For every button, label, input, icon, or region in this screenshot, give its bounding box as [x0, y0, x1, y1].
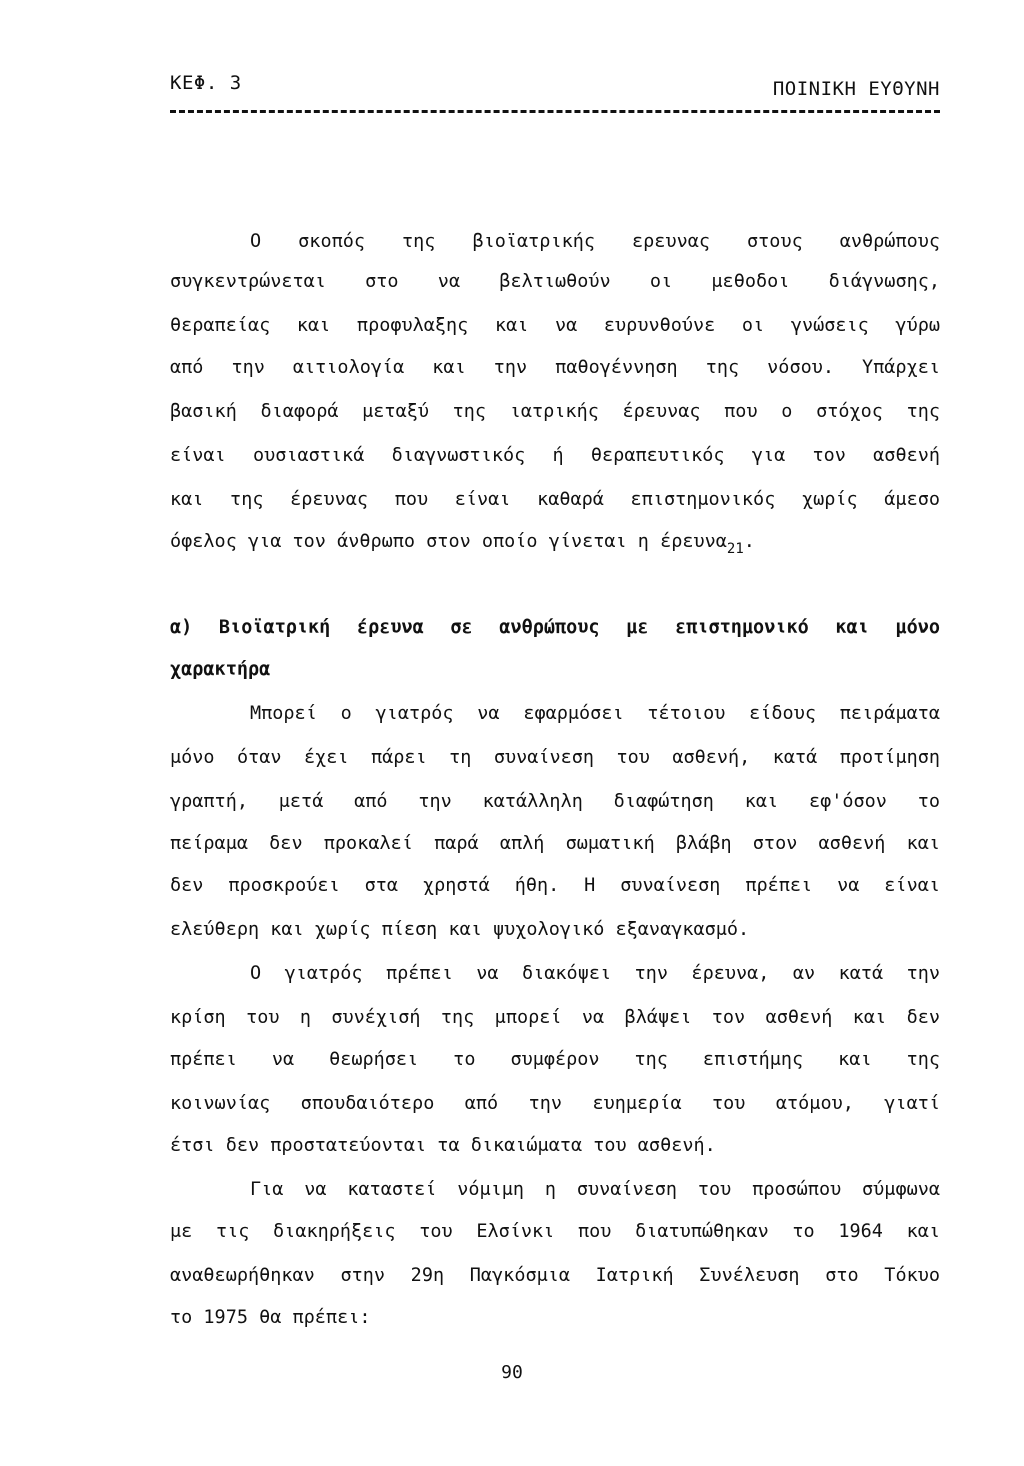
paragraph-2-line-1: Μπορεί ο γιατρός να εφαρμόσει τέτοιου είδους πειράματα — [250, 703, 940, 724]
paragraph-4-line-1: Για να καταστεί νόμιμη η συναίνεση του προσώπου σύμφωνα — [250, 1179, 940, 1200]
section-a-heading-line-2: χαρακτήρα — [170, 659, 271, 680]
page-number: 90 — [501, 1362, 523, 1383]
paragraph-1-line-1: Ο σκοπός της βιοϊατρικής ερευνας στους ανθρώπους — [250, 231, 940, 252]
page-header — [170, 72, 940, 102]
footnote-reference: 21 — [726, 541, 744, 555]
paragraph-2-line-2: μόνο όταν έχει πάρει τη συναίνεση του ασθενή, κατά προτίμηση — [170, 747, 940, 768]
chapter-label: ΚΕΦ. 3 — [170, 72, 242, 94]
paragraph-1-line-6: είναι ουσιαστικά διαγνωστικός ή θεραπευτικός για τον ασθενή — [170, 445, 940, 466]
paragraph-3-line-1: Ο γιατρός πρέπει να διακόψει την έρευνα, αν κατά την — [250, 963, 940, 984]
paragraph-1-line-7: και της έρευνας που είναι καθαρά επιστημονικός χωρίς άμεσο — [170, 489, 940, 510]
paragraph-1-line-8 — [170, 530, 940, 555]
paragraph-4-line-3: αναθεωρήθηκαν στην 29η Παγκόσμια Ιατρική Συνέλευση στο Τόκυο — [170, 1265, 940, 1286]
paragraph-3-line-2: κρίση του η συνέχισή της μπορεί να βλάψει τον ασθενή και δεν — [170, 1007, 940, 1028]
paragraph-1-end-punct: . — [743, 531, 755, 552]
paragraph-1-line-4: από την αιτιολογία και την παθογέννηση της νόσου. Υπάρχει — [170, 357, 940, 378]
paragraph-1-line-2: συγκεντρώνεται στο να βελτιωθούν οι μεθοδοι διάγνωσης, — [170, 271, 940, 292]
paragraph-2-line-6: ελεύθερη και χωρίς πίεση και ψυχολογικό εξαναγκασμό. — [170, 919, 750, 940]
paragraph-2-line-3: γραπτή, μετά από την κατάλληλη διαφώτηση και εφ'όσον το — [170, 791, 940, 812]
paragraph-2-line-4: πείραμα δεν προκαλεί παρά απλή σωματική βλάβη στον ασθενή και — [170, 833, 940, 854]
paragraph-1-line-3: θεραπείας και προφυλαξης και να ευρυνθούνε οι γνώσεις γύρω — [170, 315, 940, 336]
section-a-heading-line-1: α) Βιοϊατρική έρευνα σε ανθρώπους με επιστημονικό και μόνο — [170, 617, 940, 638]
paragraph-4-line-4: το 1975 θα πρέπει: — [170, 1307, 371, 1328]
header-divider — [170, 110, 940, 113]
paragraph-3-line-3: πρέπει να θεωρήσει το συμφέρον της επιστήμης και της — [170, 1049, 940, 1070]
paragraph-1-line-5: βασική διαφορά μεταξύ της ιατρικής έρευνας που ο στόχος της — [170, 401, 940, 422]
paragraph-1-line-8-text: όφελος για τον άνθρωπο στον οποίο γίνεται η έρευνα — [170, 531, 727, 552]
chapter-title: ΠΟΙΝΙΚΗ ΕΥΘΥΝΗ — [772, 78, 940, 100]
paragraph-3-line-5: έτσι δεν προστατεύονται τα δικαιώματα του ασθενή. — [170, 1135, 716, 1156]
paragraph-3-line-4: κοινωνίας σπουδαιότερο από την ευημερία του ατόμου, γιατί — [170, 1093, 940, 1114]
paragraph-4-line-2: με τις διακηρήξεις του Ελσίνκι που διατυπώθηκαν το 1964 και — [170, 1221, 940, 1242]
paragraph-2-line-5: δεν προσκρούει στα χρηστά ήθη. Η συναίνεση πρέπει να είναι — [170, 875, 940, 896]
